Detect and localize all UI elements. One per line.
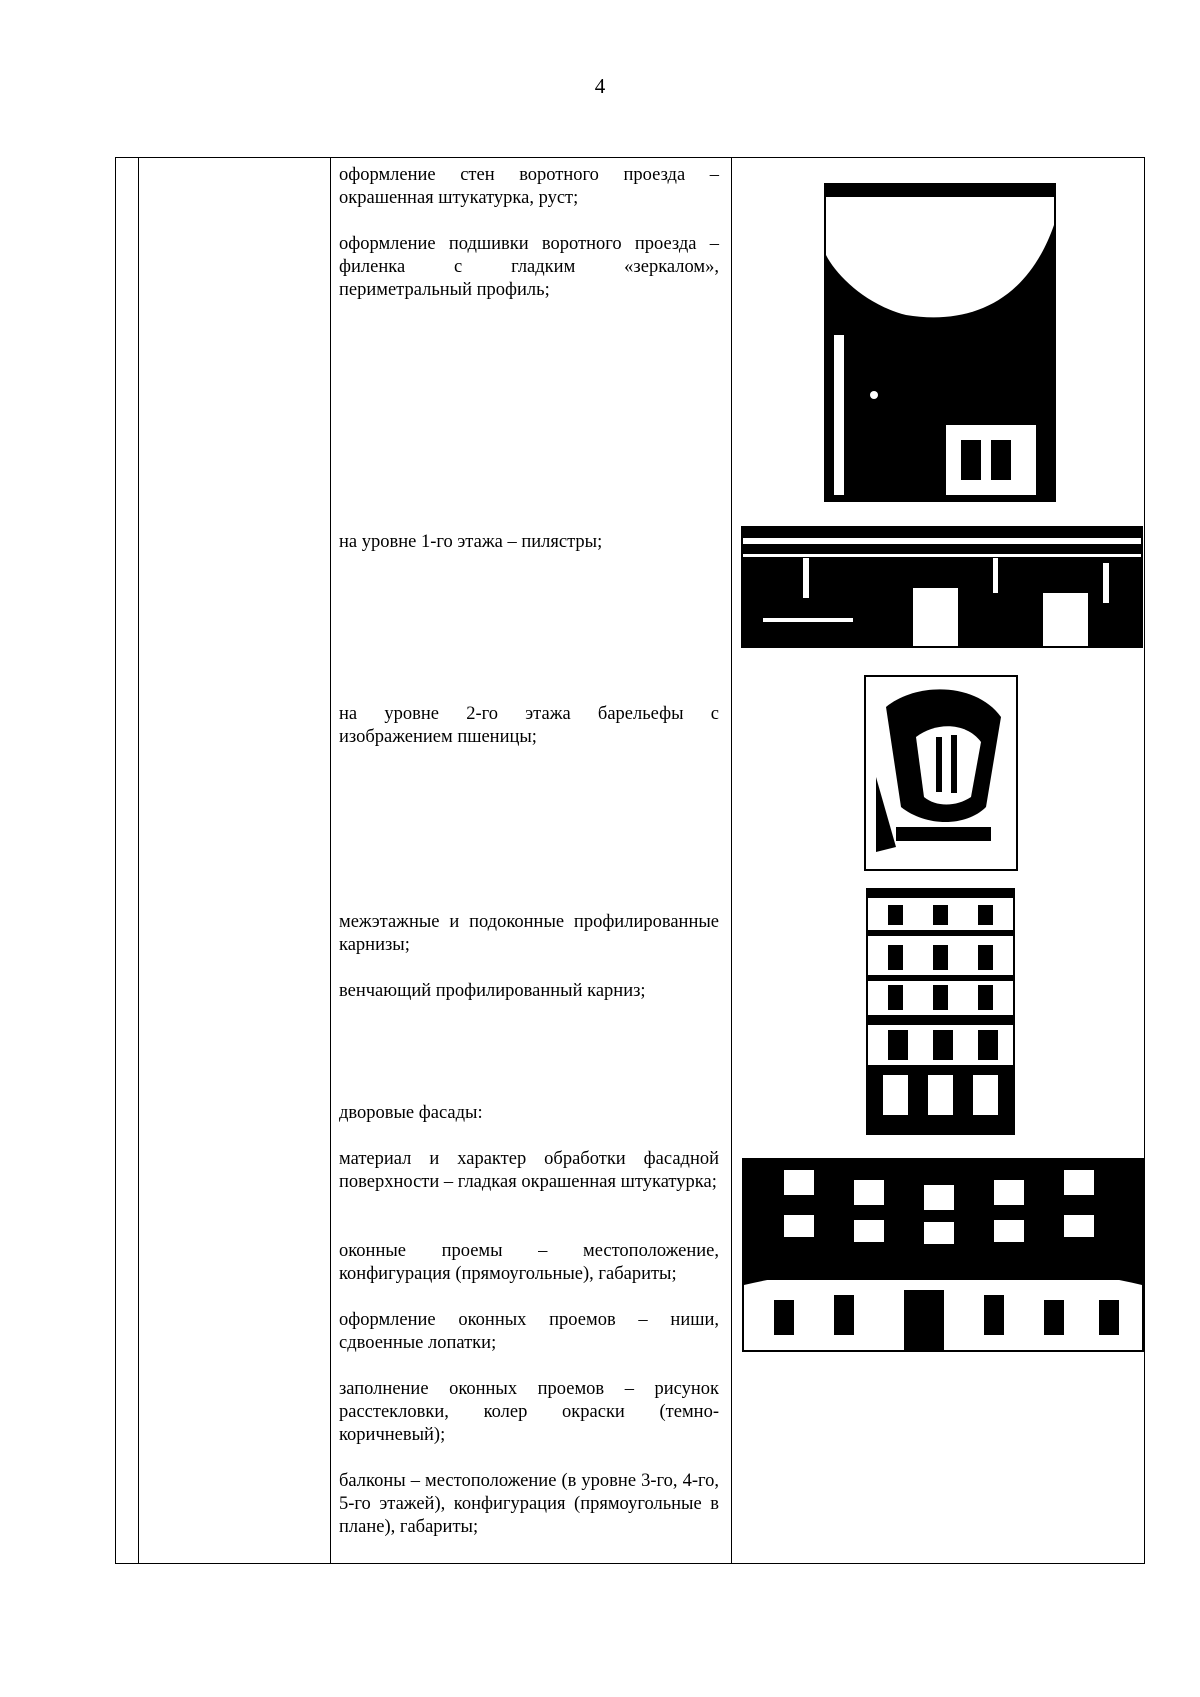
paragraph-balconies: балконы – местоположение (в уровне 3-го, 4-го, 5-го этажей), конфигурация (прямоугольные в плане), габариты;: [339, 1471, 719, 1537]
column-divider: [731, 158, 732, 1563]
paragraph-gate-walls: оформление стен воротного проезда – окрашенная штукатурка, руст;: [339, 165, 719, 208]
column-divider: [138, 158, 139, 1563]
photo-gate-passage: [824, 183, 1056, 502]
photo-facade-cornices: [866, 888, 1015, 1135]
paragraph-window-filling: заполнение оконных проемов – рисунок расстекловки, колер окраски (темно-коричневый);: [339, 1379, 719, 1445]
paragraph-window-decoration: оформление оконных проемов – ниши, сдвоенные лопатки;: [339, 1310, 719, 1353]
photo-pilasters: [741, 526, 1143, 648]
column-divider: [330, 158, 331, 1563]
paragraph-cornices: межэтажные и подоконные профилированные карнизы;: [339, 912, 719, 955]
paragraph-gate-ceiling: оформление подшивки воротного проезда – филенка с гладким «зеркалом», периметральный профиль;: [339, 234, 719, 300]
paragraph-crowning-cornice: венчающий профилированный карниз;: [339, 981, 646, 1001]
paragraph-window-openings: оконные проемы – местоположение, конфигурация (прямоугольные), габариты;: [339, 1241, 719, 1284]
attribute-table: [115, 157, 1145, 1564]
paragraph-courtyard-facades: дворовые фасады:: [339, 1103, 483, 1123]
photo-bas-relief: [864, 675, 1018, 871]
paragraph-first-floor: на уровне 1-го этажа – пилястры;: [339, 532, 603, 552]
photo-courtyard-facade: [742, 1158, 1144, 1352]
paragraph-second-floor: на уровне 2-го этажа барельефы с изображением пшеницы;: [339, 704, 719, 747]
page-number: 4: [594, 74, 606, 98]
paragraph-facade-surface: материал и характер обработки фасадной поверхности – гладкая окрашенная штукатурка;: [339, 1149, 719, 1192]
